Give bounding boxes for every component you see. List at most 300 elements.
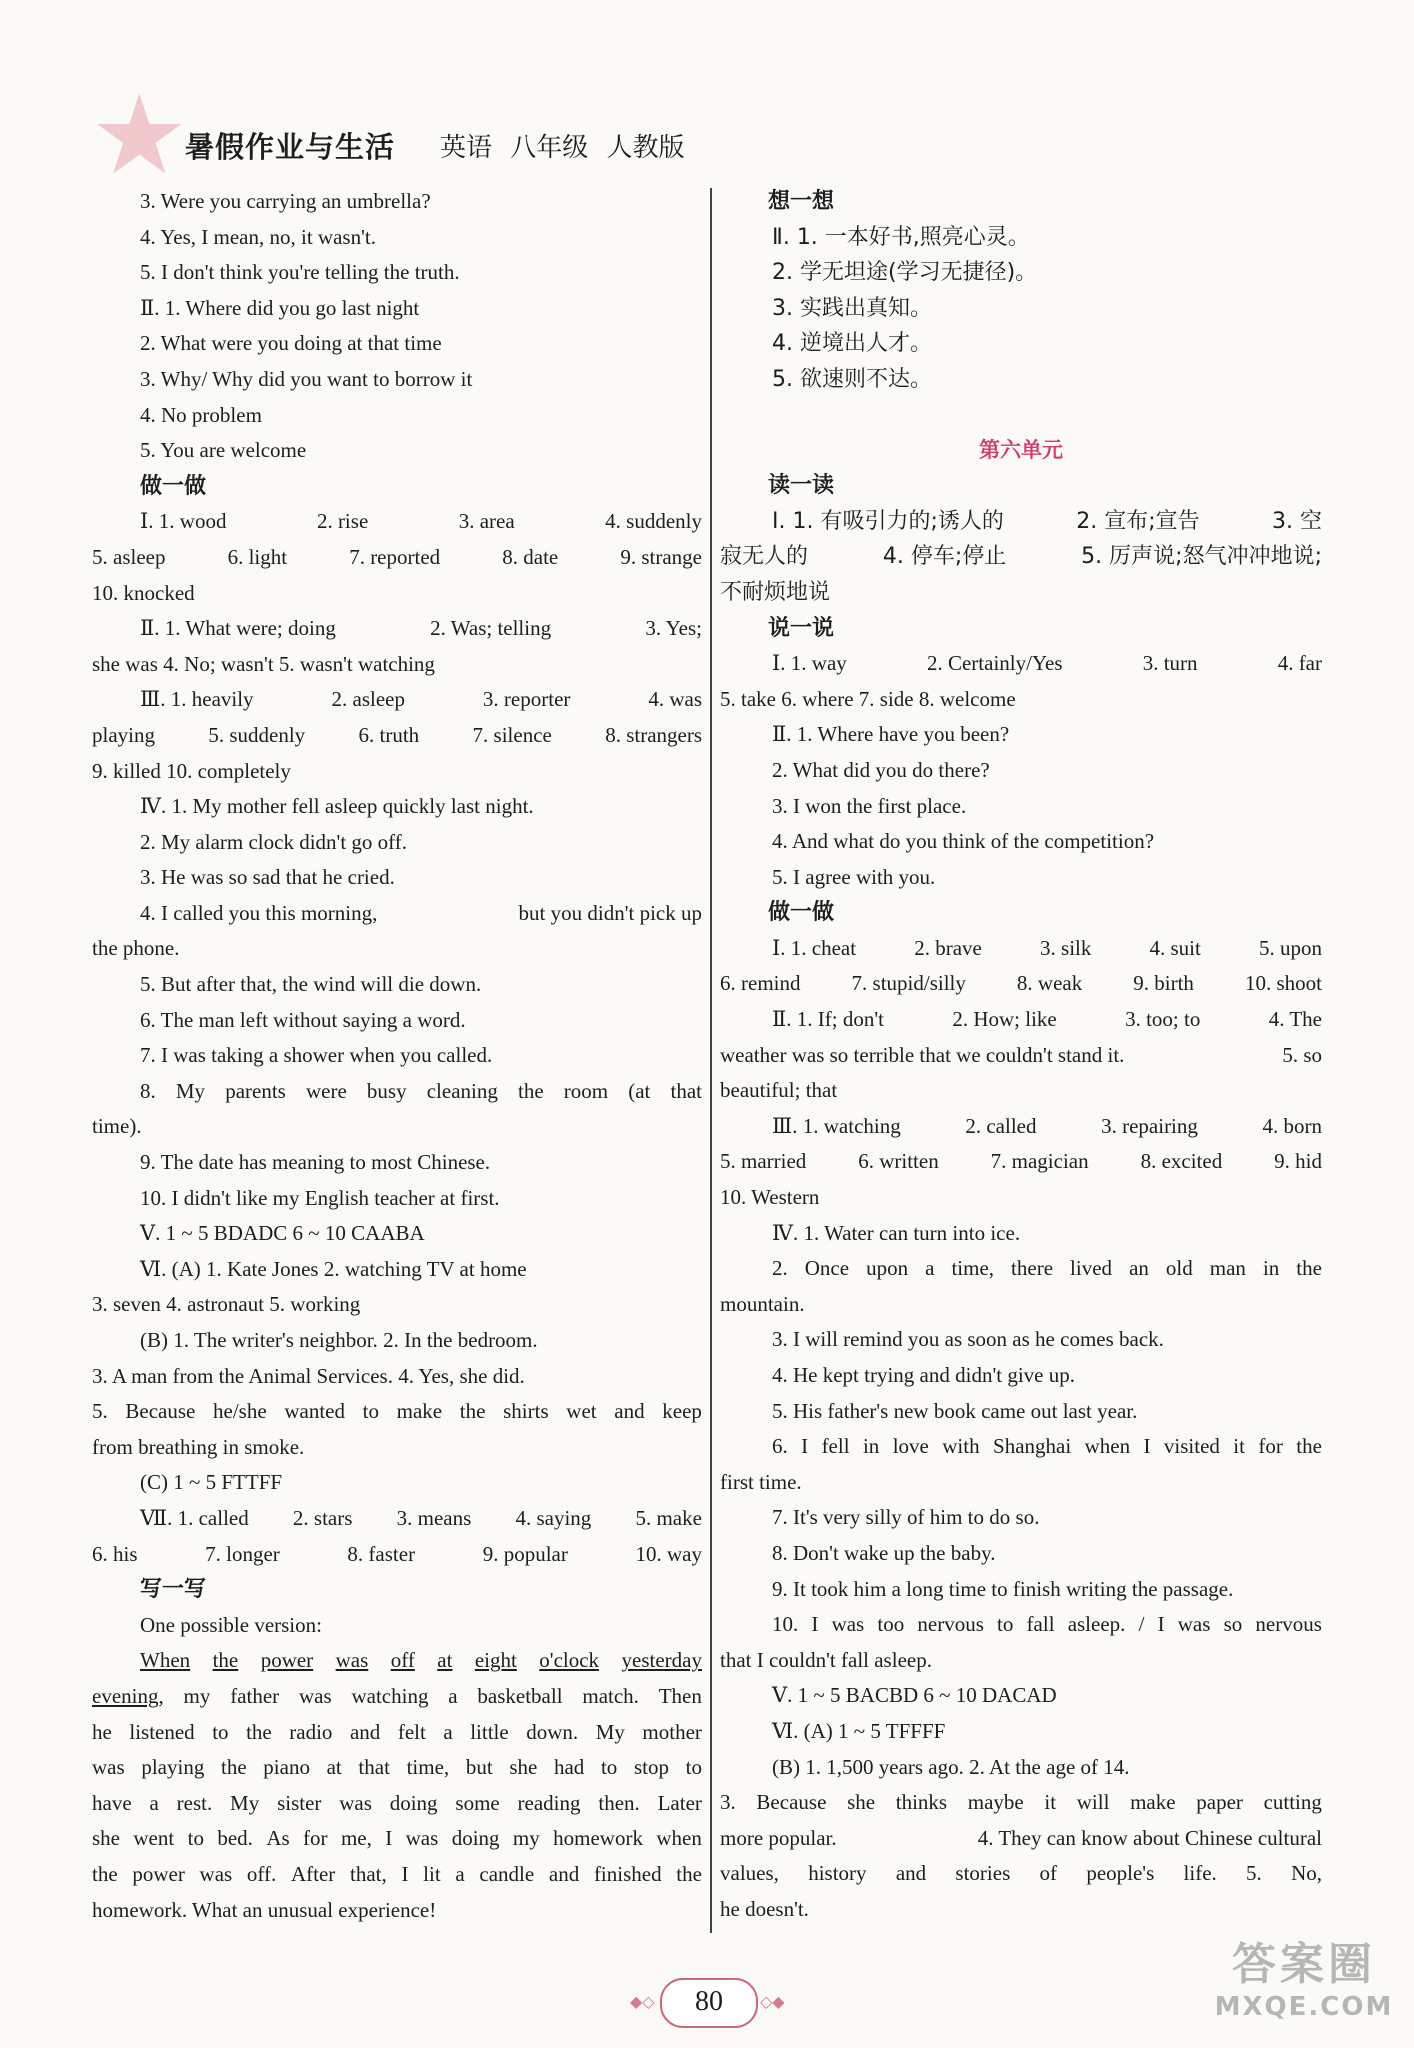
word: when xyxy=(1084,1434,1131,1459)
word: off. xyxy=(246,1861,277,1886)
answer-line xyxy=(720,539,1322,575)
word: the xyxy=(212,1648,239,1673)
section-heading: 说一说 xyxy=(768,615,835,641)
column-divider xyxy=(710,188,712,1933)
word: then. xyxy=(598,1790,640,1815)
word: fall xyxy=(1026,1612,1055,1637)
word: have xyxy=(92,1790,132,1815)
answer-line: homework. What an unusual experience! xyxy=(92,1897,437,1922)
word: My xyxy=(595,1719,625,1744)
word: piano xyxy=(263,1755,310,1780)
answer-line xyxy=(720,504,1322,540)
word: basketball xyxy=(477,1683,563,1708)
word: she xyxy=(92,1826,120,1851)
answer-segment: 5. married xyxy=(720,1149,807,1174)
answer-line: 8. Don't wake up the baby. xyxy=(772,1540,996,1565)
answer-line: 3. I will remind you as soon as he comes back. xyxy=(772,1327,1164,1352)
word: Shanghai xyxy=(993,1434,1072,1459)
word: watching xyxy=(351,1683,429,1708)
word: 5. xyxy=(92,1399,108,1424)
answer-line: she was 4. No; wasn't 5. wasn't watching xyxy=(92,651,435,676)
word: eight xyxy=(474,1648,517,1673)
word: stop xyxy=(633,1755,669,1780)
word: my xyxy=(183,1683,211,1708)
word: fell xyxy=(821,1434,850,1459)
word: but xyxy=(465,1755,493,1780)
word: my xyxy=(512,1826,540,1851)
answer-segment: 5. make xyxy=(635,1505,702,1530)
answer-line: 7. It's very silly of him to do so. xyxy=(772,1505,1040,1530)
word: bed. xyxy=(217,1826,253,1851)
answer-segment: life. xyxy=(1183,1861,1217,1886)
word: time, xyxy=(951,1256,995,1281)
answer-segment: but you didn't pick up xyxy=(518,900,702,925)
word: lived xyxy=(1070,1256,1113,1281)
word: that xyxy=(670,1078,702,1103)
word: power xyxy=(260,1648,314,1673)
answer-segment: 2. asleep xyxy=(331,687,405,712)
answer-segment: 3. silk xyxy=(1040,935,1092,960)
word: 2. xyxy=(772,1256,788,1281)
word: had xyxy=(553,1755,585,1780)
answer-line: mountain. xyxy=(720,1291,805,1316)
answer-segment: 3. Yes; xyxy=(645,616,702,641)
answer-line xyxy=(720,1144,1322,1180)
word: visited xyxy=(1163,1434,1220,1459)
answer-line xyxy=(92,1537,702,1573)
answer-segment: Ⅰ. 1. wood xyxy=(140,509,227,534)
word: homework xyxy=(553,1826,643,1851)
answer-segment: 2. Certainly/Yes xyxy=(926,651,1063,676)
word: wanted xyxy=(284,1399,345,1424)
answer-segment: 4. was xyxy=(648,687,702,712)
word: wet xyxy=(566,1399,597,1424)
word: paper xyxy=(1196,1790,1243,1815)
answer-segment: No, xyxy=(1291,1861,1322,1886)
answer-line: 4. And what do you think of the competition? xyxy=(772,829,1155,854)
answer-segment: 4. born xyxy=(1262,1113,1322,1138)
answer-line xyxy=(720,966,1322,1002)
watermark-logo: 答案圈 xyxy=(1232,1939,1376,1990)
answer-line: (B) 1. The writer's neighbor. 2. In the bedroom. xyxy=(140,1328,538,1352)
word: went xyxy=(133,1826,175,1851)
answer-segment: 8. weak xyxy=(1016,971,1083,996)
word: off xyxy=(390,1648,415,1673)
answer-segment: of xyxy=(1039,1861,1058,1886)
word: for xyxy=(303,1826,328,1851)
answer-line: 4. Yes, I mean, no, it wasn't. xyxy=(140,224,376,249)
answer-line: 3. seven 4. astronaut 5. working xyxy=(92,1292,361,1317)
answer-line: time). xyxy=(92,1114,142,1139)
answer-line: 3. Were you carrying an umbrella? xyxy=(140,189,431,213)
answer-segment: 8. date xyxy=(502,544,559,569)
answer-line: 4. He kept trying and didn't give up. xyxy=(772,1363,1075,1387)
word: power xyxy=(132,1861,185,1886)
answer-segment: 9. popular xyxy=(482,1541,568,1566)
answer-line xyxy=(92,1679,702,1715)
word: reading xyxy=(517,1790,581,1815)
word: After xyxy=(290,1861,336,1886)
answer-line xyxy=(720,1109,1322,1145)
answer-line xyxy=(92,1715,702,1751)
word: parents xyxy=(225,1078,286,1103)
word: the xyxy=(92,1861,118,1886)
answer-line: he doesn't. xyxy=(720,1896,809,1921)
answer-segment: 4. far xyxy=(1277,651,1322,676)
answer-segment: 5. so xyxy=(1282,1042,1322,1067)
answer-line xyxy=(92,504,702,540)
answer-line: 2. What were you doing at that time xyxy=(140,331,442,356)
answer-line xyxy=(720,931,1322,967)
word: to xyxy=(997,1612,1014,1637)
section-heading: 做一做 xyxy=(768,900,835,926)
answer-line: 2. What did you do there? xyxy=(772,757,990,782)
word: time, xyxy=(406,1755,450,1780)
word: doing xyxy=(451,1826,500,1851)
word: I xyxy=(1157,1612,1165,1637)
word: I xyxy=(1143,1434,1151,1459)
word: cleaning xyxy=(426,1078,498,1103)
answer-segment: 2. How; like xyxy=(952,1007,1057,1032)
answer-segment: 6. his xyxy=(92,1541,138,1566)
answer-line: 5. You are welcome xyxy=(140,438,307,463)
answer-segment: 3. area xyxy=(458,509,515,534)
word: 8. xyxy=(140,1078,156,1103)
answer-line: 10. Western xyxy=(720,1185,820,1210)
word: with xyxy=(942,1434,980,1459)
answer-line: Ⅴ. 1 ~ 5 BDADC 6 ~ 10 CAABA xyxy=(140,1221,425,1246)
answer-line: 5. 欲速则不达。 xyxy=(772,366,932,392)
word: make xyxy=(396,1399,443,1424)
left-column xyxy=(92,184,702,1928)
answer-segment: history xyxy=(808,1861,867,1886)
answer-line: 3. He was so sad that he cried. xyxy=(140,865,395,890)
answer-segment: Ⅱ. 1. What were; doing xyxy=(140,616,336,641)
word: man xyxy=(1209,1256,1246,1281)
answer-line: 3. I won the first place. xyxy=(772,793,967,818)
watermark xyxy=(1214,1928,1394,2038)
answer-segment: 4. 停车;停止 xyxy=(882,544,1007,570)
word: asleep. xyxy=(1067,1612,1126,1637)
answer-line: Ⅱ. 1. Where did you go last night xyxy=(140,295,420,320)
answer-segment: 3. turn xyxy=(1142,651,1198,676)
diamond-right-icon: ◇◆ xyxy=(760,1992,785,2011)
word: (at xyxy=(628,1078,651,1103)
answer-segment: more popular. xyxy=(720,1825,837,1850)
word: father xyxy=(230,1683,280,1708)
word: maybe xyxy=(967,1790,1024,1815)
section-heading: 写一写 xyxy=(140,1577,207,1603)
answer-segment: 4. saying xyxy=(515,1505,592,1530)
answer-segment: 4. They can know about Chinese cultural xyxy=(977,1825,1322,1850)
answer-line xyxy=(720,1038,1322,1074)
answer-segment: 9. strange xyxy=(620,544,702,569)
answer-line xyxy=(720,1607,1322,1643)
word: in xyxy=(1262,1256,1280,1281)
answer-segment: 7. stupid/silly xyxy=(851,971,966,996)
answer-segment: 8. faster xyxy=(347,1541,416,1566)
word: too xyxy=(877,1612,905,1637)
word: thinks xyxy=(895,1790,948,1815)
answer-line xyxy=(720,1002,1322,1038)
answer-segment: 4. The xyxy=(1268,1007,1322,1032)
word: and xyxy=(548,1861,580,1886)
word: Then xyxy=(658,1683,702,1708)
word: a xyxy=(448,1683,458,1708)
answer-segment: Ⅰ. 1. way xyxy=(772,651,847,676)
word: was xyxy=(831,1612,865,1637)
word: nervous xyxy=(917,1612,984,1637)
answer-segment: weather was so terrible that we couldn't stand it. xyxy=(720,1042,1125,1067)
answer-line: Ⅴ. 1 ~ 5 BACBD 6 ~ 10 DACAD xyxy=(772,1683,1057,1708)
answer-line xyxy=(92,540,702,576)
word: little xyxy=(470,1719,509,1744)
word: doing xyxy=(389,1790,438,1815)
word: make xyxy=(1130,1790,1176,1815)
word: I xyxy=(385,1826,393,1851)
answer-segment: 2. Was; telling xyxy=(430,616,552,641)
star-logo-icon: ★ xyxy=(90,71,189,199)
word: I xyxy=(401,1861,409,1886)
answer-segment: 7. longer xyxy=(205,1541,280,1566)
answer-line xyxy=(92,1750,702,1786)
answer-segment: 寂无人的 xyxy=(720,544,809,570)
word: a xyxy=(443,1719,453,1744)
answer-line xyxy=(92,1821,702,1857)
word: the xyxy=(1296,1256,1322,1281)
answer-line: 4. 逆境出人才。 xyxy=(772,331,932,357)
word: love xyxy=(892,1434,929,1459)
word: was xyxy=(1177,1612,1211,1637)
word: busy xyxy=(366,1078,407,1103)
answer-line: 5. But after that, the wind will die down. xyxy=(140,972,482,997)
word: he/she xyxy=(213,1399,267,1424)
word: 3. xyxy=(720,1790,736,1815)
word: radio xyxy=(289,1719,333,1744)
word: will xyxy=(1076,1790,1110,1815)
word: a xyxy=(149,1790,159,1815)
word: when xyxy=(656,1826,702,1851)
word: old xyxy=(1165,1256,1193,1281)
answer-segment: 3. 空 xyxy=(1272,508,1322,534)
word: to xyxy=(362,1399,379,1424)
word: felt xyxy=(397,1719,426,1744)
answer-segment: Ⅲ. 1. heavily xyxy=(140,687,254,712)
answer-segment: 7. silence xyxy=(472,722,552,747)
answer-line: the phone. xyxy=(92,936,180,961)
word: an xyxy=(1129,1256,1149,1281)
section-heading: 读一读 xyxy=(768,473,835,499)
answer-segment: 6. remind xyxy=(720,971,801,996)
word: room xyxy=(563,1078,609,1103)
answer-line: 2. My alarm clock didn't go off. xyxy=(140,829,408,854)
word: was xyxy=(92,1755,125,1780)
word: Because xyxy=(756,1790,827,1815)
answer-line xyxy=(92,1857,702,1893)
word: were xyxy=(305,1078,347,1103)
answer-line xyxy=(720,1856,1322,1892)
answer-segment: Ⅶ. 1. called xyxy=(140,1505,249,1530)
answer-segment: 5. 厉声说;怒气冲冲地说; xyxy=(1081,544,1322,570)
answer-line: 3. Why/ Why did you want to borrow it xyxy=(140,366,473,391)
word: o'clock xyxy=(539,1648,600,1673)
watermark-url: MXQE.COM xyxy=(1214,1992,1394,2022)
word: keep xyxy=(662,1399,702,1424)
word: was xyxy=(335,1648,369,1673)
answer-line: 6. The man left without saying a word. xyxy=(140,1007,466,1032)
answer-segment: 8. excited xyxy=(1140,1149,1223,1174)
answer-segment: Ⅲ. 1. watching xyxy=(772,1113,901,1138)
answer-line: Ⅵ. (A) 1 ~ 5 TFFFF xyxy=(772,1718,946,1743)
word: was xyxy=(298,1683,332,1708)
word: nervous xyxy=(1255,1612,1322,1637)
answer-segment: values, xyxy=(720,1861,779,1886)
answer-line xyxy=(720,1785,1322,1821)
answer-segment: 3. means xyxy=(396,1505,472,1530)
answer-line xyxy=(92,896,702,932)
answer-segment: 2. stars xyxy=(292,1505,353,1530)
word: lit xyxy=(423,1861,441,1886)
answer-segment: 3. repairing xyxy=(1101,1113,1198,1138)
word: the xyxy=(459,1399,486,1424)
answer-segment: 6. written xyxy=(858,1149,939,1174)
word: me, xyxy=(340,1826,372,1851)
word: My xyxy=(230,1790,260,1815)
answer-line xyxy=(92,1643,702,1679)
word: for xyxy=(1258,1434,1283,1459)
word: My xyxy=(175,1078,206,1103)
word: cutting xyxy=(1263,1790,1322,1815)
word: I xyxy=(801,1434,809,1459)
answer-segment: 2. rise xyxy=(316,509,369,534)
answer-segment: 3. too; to xyxy=(1125,1007,1201,1032)
answer-line: Ⅱ. 1. 一本好书,照亮心灵。 xyxy=(772,224,1030,250)
answer-line: that I couldn't fall asleep. xyxy=(720,1647,932,1672)
answer-segment: 7. reported xyxy=(349,544,441,569)
answer-line: 3. A man from the Animal Services. 4. Yes, she did. xyxy=(92,1363,525,1388)
word: it xyxy=(1233,1434,1245,1459)
answer-segment: people's xyxy=(1086,1861,1155,1886)
answer-line: Ⅳ. 1. Water can turn into ice. xyxy=(772,1220,1021,1245)
answer-segment: 6. truth xyxy=(358,722,420,747)
answer-line: 9. killed 10. completely xyxy=(92,758,291,783)
word: I xyxy=(811,1612,819,1637)
word: there xyxy=(1011,1256,1054,1281)
answer-segment: 4. suit xyxy=(1149,935,1201,960)
answer-line: first time. xyxy=(720,1469,802,1494)
word: yesterday xyxy=(621,1648,702,1673)
word: he xyxy=(92,1719,112,1744)
answer-line xyxy=(92,1394,702,1430)
answer-segment: Ⅰ. 1. cheat xyxy=(772,935,857,960)
answer-line: One possible version: xyxy=(140,1612,322,1637)
word: that, xyxy=(350,1861,387,1886)
section-heading: 做一做 xyxy=(140,473,207,499)
answer-line: 2. 学无坦途(学习无捷径)。 xyxy=(772,260,1038,286)
word: at xyxy=(326,1755,342,1780)
word: shirts xyxy=(503,1399,549,1424)
word: to xyxy=(212,1719,229,1744)
answer-line: (C) 1 ~ 5 FTTFF xyxy=(140,1470,283,1495)
word: As xyxy=(266,1826,290,1851)
answer-line: 5. His father's new book came out last year. xyxy=(772,1398,1138,1423)
answer-segment: 9. birth xyxy=(1133,971,1194,996)
diamond-left-icon: ◆◇ xyxy=(630,1992,655,2011)
answer-segment: 2. brave xyxy=(914,935,982,960)
answer-line xyxy=(92,682,702,718)
answer-segment: 4. I called you this morning, xyxy=(140,900,378,925)
section-heading: 想一想 xyxy=(768,189,835,214)
answer-segment: 10. way xyxy=(635,1541,702,1566)
answer-segment: 8. strangers xyxy=(605,722,702,747)
answer-line xyxy=(720,646,1322,682)
word: the xyxy=(676,1861,702,1886)
answer-line: 7. I was taking a shower when you called. xyxy=(140,1043,493,1068)
answer-line xyxy=(92,718,702,754)
word: Once xyxy=(804,1256,850,1281)
word: sister xyxy=(277,1790,322,1815)
word: and xyxy=(349,1719,381,1744)
word: she xyxy=(847,1790,876,1815)
word: a xyxy=(925,1256,935,1281)
word: When xyxy=(140,1648,191,1673)
answer-line xyxy=(720,1429,1322,1465)
book-subtitle: 英语 八年级 人教版 xyxy=(440,133,685,163)
word: the xyxy=(246,1719,272,1744)
answer-line xyxy=(720,1251,1322,1287)
word: listened xyxy=(129,1719,195,1744)
word: a xyxy=(455,1861,465,1886)
answer-segment: and xyxy=(895,1861,927,1886)
word: mother xyxy=(642,1719,702,1744)
word: to xyxy=(685,1755,702,1780)
answer-segment: 5. asleep xyxy=(92,544,166,569)
page-header xyxy=(60,40,960,199)
answer-segment: 5. upon xyxy=(1258,935,1322,960)
answer-segment: 4. suddenly xyxy=(605,509,702,534)
answer-segment: 5. suddenly xyxy=(208,722,306,747)
word: evening, xyxy=(92,1683,164,1708)
answer-segment: Ⅰ. 1. 有吸引力的;诱人的 xyxy=(772,508,1004,534)
answer-line xyxy=(92,1786,702,1822)
answer-line: 9. The date has meaning to most Chinese. xyxy=(140,1150,491,1175)
word: Later xyxy=(657,1790,702,1815)
answer-line xyxy=(92,611,702,647)
answer-line: 不耐烦地说 xyxy=(720,579,831,605)
word: that xyxy=(358,1755,390,1780)
answer-line: 4. No problem xyxy=(140,402,262,427)
word: rest. xyxy=(176,1790,213,1815)
word: playing xyxy=(141,1755,205,1780)
word: some xyxy=(455,1790,500,1815)
word: at xyxy=(437,1648,453,1673)
word: / xyxy=(1138,1612,1145,1637)
answer-line: 5. I agree with you. xyxy=(772,864,936,889)
answer-line: from breathing in smoke. xyxy=(92,1434,305,1459)
word: match. xyxy=(582,1683,639,1708)
word: 10. xyxy=(772,1612,799,1637)
word: 6. xyxy=(772,1434,788,1459)
word: the xyxy=(220,1755,247,1780)
word: was xyxy=(339,1790,372,1815)
answer-line: (B) 1. 1,500 years ago. 2. At the age of 14. xyxy=(772,1754,1130,1779)
right-column xyxy=(720,184,1322,1928)
answer-line: Ⅱ. 1. Where have you been? xyxy=(772,722,1010,747)
answer-line: 5. take 6. where 7. side 8. welcome xyxy=(720,686,1016,711)
word: was xyxy=(199,1861,233,1886)
word: to xyxy=(600,1755,618,1780)
answer-segment: 7. magician xyxy=(990,1149,1089,1174)
